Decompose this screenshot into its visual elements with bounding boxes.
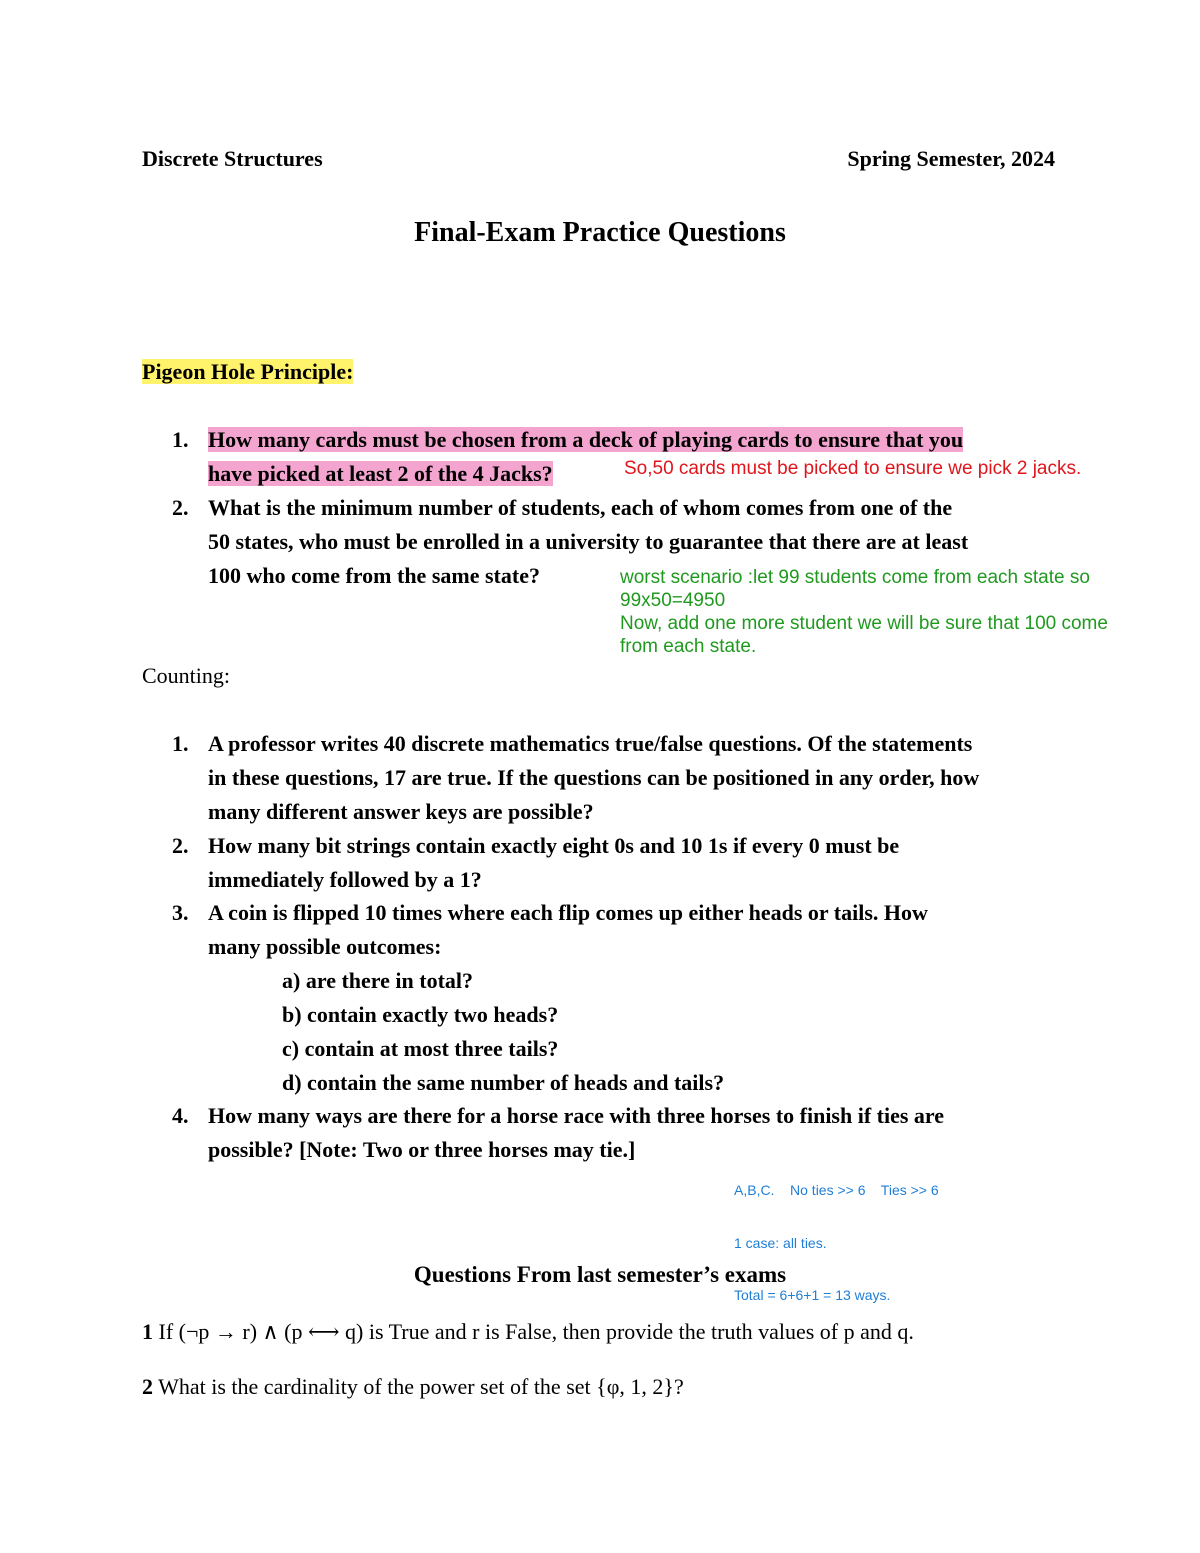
handwritten-note-q2: worst scenario :let 99 students come from each state so 99x50=4950 Now, add one more student we will be sure that 100 come from each state. <box>620 567 1108 657</box>
counting-question-4-line-2: possible? [Note: Two or three horses may tie.] <box>208 1137 636 1162</box>
semester: Spring Semester, 2024 <box>847 146 1055 171</box>
counting-question-2: 2. How many bit strings contain exactly eight 0s and 10 1s if every 0 must be <box>172 833 900 858</box>
counting-question-2-line-2: immediately followed by a 1? <box>208 867 482 892</box>
handwritten-note-q4: A,B,C. No ties >> 6 Ties >> 6 1 case: all ties. Total = 6+6+1 = 13 ways. <box>734 1182 939 1303</box>
pigeonhole-question-2-line-2: 50 states, who must be enrolled in a university to guarantee that there are at least <box>208 529 969 554</box>
counting-question-3: 3. A coin is flipped 10 times where each flip comes up either heads or tails. How <box>172 900 928 925</box>
pigeonhole-question-1: 1. How many cards must be chosen from a deck of playing cards to ensure that you <box>172 427 964 452</box>
pigeonhole-question-2: 2. What is the minimum number of students, each of whom comes from one of the <box>172 495 953 520</box>
sub-item-b: b) contain exactly two heads? <box>282 1002 559 1027</box>
sub-item-a: a) are there in total? <box>282 968 474 993</box>
counting-question-1: 1. A professor writes 40 discrete mathematics true/false questions. Of the statements <box>172 731 973 756</box>
counting-question-1-line-2: in these questions, 17 are true. If the questions can be positioned in any order, how <box>208 765 980 790</box>
counting-question-3-line-2: many possible outcomes: <box>208 934 442 959</box>
counting-question-4: 4. How many ways are there for a horse race with three horses to finish if ties are <box>172 1103 945 1128</box>
sub-item-c: c) contain at most three tails? <box>282 1036 559 1061</box>
last-semester-question-2: 2 What is the cardinality of the power set of the set {φ, 1, 2}? <box>142 1374 684 1399</box>
page-title: Final-Exam Practice Questions <box>414 217 786 248</box>
last-semester-question-1: 1 If (¬p → r) ∧ (p ⟷ q) is True and r is False, then provide the truth values of p and q. <box>142 1319 914 1344</box>
course-name: Discrete Structures <box>142 146 323 171</box>
question-line: How many cards must be chosen from a deck of playing cards to ensure that you <box>208 427 964 452</box>
pigeonhole-question-1-line-2: have picked at least 2 of the 4 Jacks? <box>208 461 553 486</box>
pigeonhole-question-2-line-3: 100 who come from the same state? <box>208 563 540 588</box>
handwritten-note-q1: So,50 cards must be picked to ensure we pick 2 jacks. <box>624 458 1082 479</box>
counting-question-1-line-3: many different answer keys are possible? <box>208 799 594 824</box>
sub-item-d: d) contain the same number of heads and tails? <box>282 1070 725 1095</box>
section-heading-pigeonhole: Pigeon Hole Principle: <box>142 359 354 384</box>
section-heading-last-semester: Questions From last semester’s exams <box>413 1262 787 1287</box>
section-heading-counting: Counting: <box>142 663 231 688</box>
